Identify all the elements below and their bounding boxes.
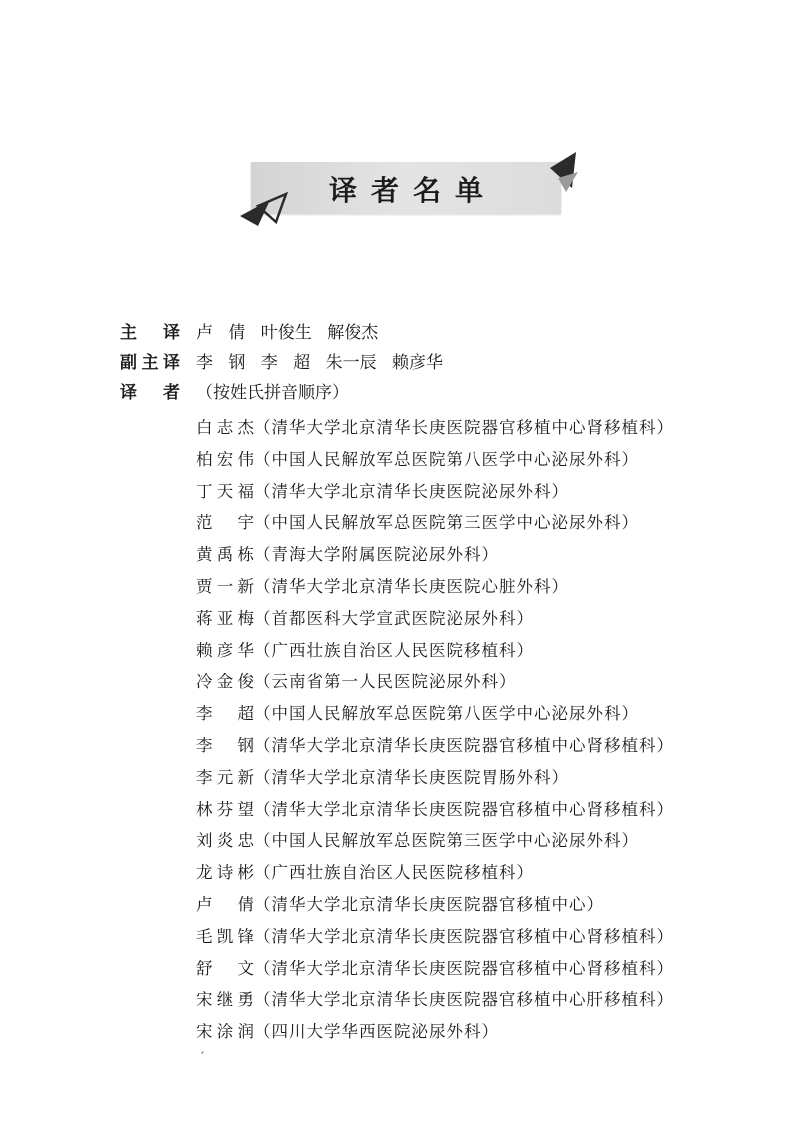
member-affiliation: （云南省第一人民医院泌尿外科） <box>254 672 517 692</box>
member-name: 林芬望 <box>196 799 254 819</box>
member-affiliation: （广西壮族自治区人民医院移植科） <box>254 640 534 660</box>
list-item <box>196 571 674 603</box>
member-name: 范 宇 <box>196 513 254 533</box>
role-names: 李 钢 李 超 朱一辰 赖彦华 <box>196 353 444 373</box>
member-affiliation: （清华大学北京清华长庚医院器官移植中心肾移植科） <box>254 799 674 819</box>
member-affiliation: （中国人民解放军总医院第三医学中心泌尿外科） <box>254 831 639 851</box>
triangle-decoration-icon <box>520 148 582 200</box>
member-name: 蒋亚梅 <box>196 608 254 628</box>
member-affiliation: （中国人民解放军总医院第八医学中心泌尿外科） <box>254 449 639 469</box>
title-banner <box>251 162 561 214</box>
list-item <box>196 507 674 539</box>
member-name: 舒 文 <box>196 958 254 978</box>
page-title: 译者名单 <box>328 174 497 207</box>
member-name: 黄禹栋 <box>196 545 254 565</box>
list-item <box>196 953 674 985</box>
role-names: （按姓氏拼音顺序） <box>196 383 349 403</box>
member-name: 刘炎忠 <box>196 831 254 851</box>
list-item <box>196 635 674 667</box>
list-item <box>196 476 674 508</box>
member-name: 贾一新 <box>196 576 254 596</box>
member-name: 李 钢 <box>196 735 254 755</box>
member-name: 李元新 <box>196 767 254 787</box>
list-item <box>196 666 674 698</box>
member-affiliation: （清华大学北京清华长庚医院器官移植中心） <box>254 894 604 914</box>
role-label: 译 者 <box>120 383 180 403</box>
list-item <box>196 794 674 826</box>
member-name: 冷金俊 <box>196 672 254 692</box>
member-name: 卢 倩 <box>196 894 254 914</box>
member-affiliation: （四川大学华西医院泌尿外科） <box>254 1022 499 1042</box>
member-name: 宋涂润 <box>196 1022 254 1042</box>
list-item <box>196 444 674 476</box>
list-item <box>196 539 674 571</box>
member-affiliation: （清华大学北京清华长庚医院胃肠外科） <box>254 767 569 787</box>
member-name: 柏宏伟 <box>196 449 254 469</box>
member-affiliation: （中国人民解放军总医院第八医学中心泌尿外科） <box>254 704 639 724</box>
member-name: 丁天福 <box>196 481 254 501</box>
list-item <box>196 762 674 794</box>
translator-list <box>196 412 674 1048</box>
member-name: 宋继勇 <box>196 990 254 1010</box>
member-name: 白志杰 <box>196 418 254 437</box>
member-name: 毛凯锋 <box>196 926 254 946</box>
list-item <box>196 412 674 444</box>
list-item <box>196 921 674 953</box>
list-item <box>196 603 674 635</box>
role-label: 主 译 <box>120 323 180 343</box>
member-affiliation: （广西壮族自治区人民医院移植科） <box>254 863 534 883</box>
scan-mark: ′ <box>201 1050 205 1066</box>
list-item <box>196 698 674 730</box>
member-name: 龙诗彬 <box>196 863 254 883</box>
member-affiliation: （清华大学北京清华长庚医院器官移植中心肝移植科） <box>254 990 674 1010</box>
member-affiliation: （青海大学附属医院泌尿外科） <box>254 545 499 565</box>
list-item <box>196 1016 674 1048</box>
role-names: 卢 倩 叶俊生 解俊杰 <box>196 323 379 343</box>
member-affiliation: （清华大学北京清华长庚医院器官移植中心肾移植科） <box>254 735 674 755</box>
member-affiliation: （清华大学北京清华长庚医院泌尿外科） <box>254 481 569 501</box>
triangle-decoration-icon <box>236 192 290 230</box>
member-affiliation: （清华大学北京清华长庚医院器官移植中心肾移植科） <box>254 418 674 437</box>
member-affiliation: （中国人民解放军总医院第三医学中心泌尿外科） <box>254 513 639 533</box>
member-affiliation: （清华大学北京清华长庚医院器官移植中心肾移植科） <box>254 926 674 946</box>
member-affiliation: （首都医科大学宣武医院泌尿外科） <box>254 608 534 628</box>
list-item <box>196 825 674 857</box>
list-item <box>196 857 674 889</box>
member-affiliation: （清华大学北京清华长庚医院器官移植中心肾移植科） <box>254 958 674 978</box>
member-name: 李 超 <box>196 704 254 724</box>
member-name: 赖彦华 <box>196 640 254 660</box>
member-affiliation: （清华大学北京清华长庚医院心脏外科） <box>254 576 569 596</box>
list-item <box>196 889 674 921</box>
list-item <box>196 730 674 762</box>
role-label: 副主译 <box>120 353 180 373</box>
list-item <box>196 984 674 1016</box>
